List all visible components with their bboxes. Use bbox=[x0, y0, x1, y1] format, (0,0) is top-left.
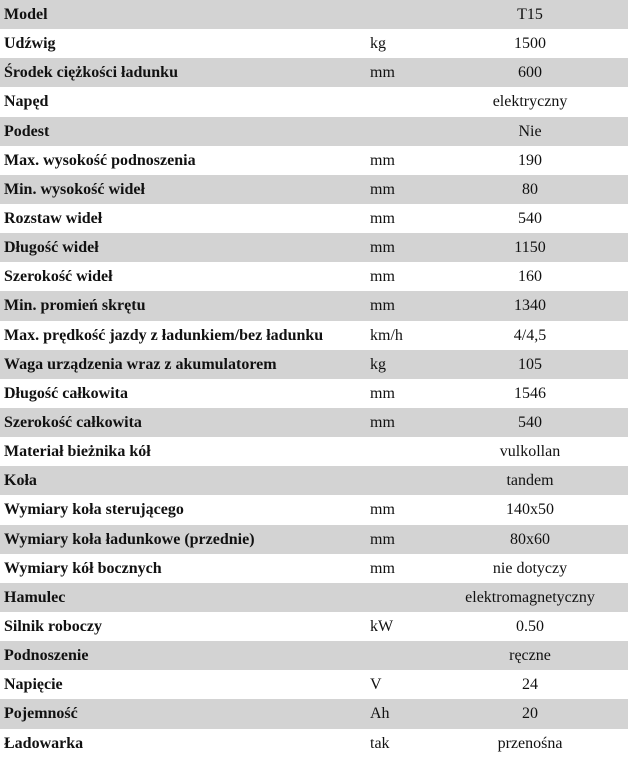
table-row bbox=[0, 175, 628, 204]
unit-label: mm bbox=[370, 384, 395, 402]
param-label: Udźwig bbox=[4, 35, 56, 53]
unit-label: mm bbox=[370, 530, 395, 548]
value-label: 1340 bbox=[514, 297, 546, 315]
table-row bbox=[0, 437, 628, 466]
param-label: Min. promień skrętu bbox=[4, 297, 146, 315]
value-label: T15 bbox=[517, 6, 543, 23]
param-label: Szerokość wideł bbox=[4, 268, 113, 286]
value-label: 24 bbox=[522, 676, 538, 694]
param-label: Podnoszenie bbox=[4, 647, 89, 665]
param-label: Waga urządzenia wraz z akumulatorem bbox=[4, 355, 277, 373]
table-row bbox=[0, 495, 628, 524]
unit-label: mm bbox=[370, 501, 395, 519]
param-label: Podest bbox=[4, 122, 50, 140]
table-row bbox=[0, 321, 628, 350]
table-row bbox=[0, 612, 628, 641]
table-row bbox=[0, 204, 628, 233]
param-label: Napęd bbox=[4, 93, 49, 111]
table-row bbox=[0, 350, 628, 379]
unit-label: mm bbox=[370, 559, 395, 577]
value-label: nie dotyczy bbox=[492, 559, 568, 577]
table-row bbox=[0, 87, 628, 116]
table-row bbox=[0, 117, 628, 146]
value-label: 140x50 bbox=[506, 501, 554, 519]
param-label: Długość wideł bbox=[4, 239, 99, 257]
value-label: 20 bbox=[522, 705, 538, 723]
unit-label: mm bbox=[370, 268, 395, 286]
unit-label: kW bbox=[370, 617, 394, 635]
value-label: elektryczny bbox=[492, 93, 568, 111]
unit-label: tak bbox=[370, 734, 390, 752]
param-label: Ładowarka bbox=[4, 734, 84, 752]
value-label: tandem bbox=[506, 472, 554, 490]
param-label: Rozstaw wideł bbox=[4, 209, 103, 227]
value-label: 540 bbox=[518, 209, 542, 227]
value-label: 0.50 bbox=[516, 617, 544, 635]
param-label: Szerokość całkowita bbox=[4, 413, 142, 431]
unit-label: mm bbox=[370, 64, 395, 82]
unit-label: kg bbox=[370, 355, 386, 373]
table-row bbox=[0, 554, 628, 583]
table-row bbox=[0, 233, 628, 262]
param-label: Min. wysokość wideł bbox=[4, 180, 145, 198]
value-label: 190 bbox=[518, 151, 542, 169]
table-row bbox=[0, 0, 628, 29]
param-label: Wymiary kół bocznych bbox=[4, 559, 162, 577]
unit-label: mm bbox=[370, 413, 395, 431]
param-label: Max. prędkość jazdy z ładunkiem/bez ładunku bbox=[4, 326, 324, 344]
param-label: Max. wysokość podnoszenia bbox=[4, 151, 196, 169]
unit-label: mm bbox=[370, 151, 395, 169]
table-row bbox=[0, 408, 628, 437]
value-label: 1500 bbox=[514, 35, 546, 53]
value-label: 1150 bbox=[514, 239, 546, 257]
param-label: Materiał bieżnika kół bbox=[4, 443, 151, 461]
value-label: 600 bbox=[518, 64, 542, 82]
table-row bbox=[0, 58, 628, 87]
table-row bbox=[0, 291, 628, 320]
param-label: Długość całkowita bbox=[4, 384, 128, 402]
table-row bbox=[0, 583, 628, 612]
param-label: Pojemność bbox=[4, 705, 78, 723]
unit-label: V bbox=[370, 676, 382, 694]
unit-label: mm bbox=[370, 209, 395, 227]
value-label: 105 bbox=[518, 355, 542, 373]
param-label: Koła bbox=[4, 472, 37, 490]
unit-label: kg bbox=[370, 35, 386, 53]
value-label: 1546 bbox=[514, 384, 546, 402]
unit-label: km/h bbox=[370, 326, 403, 344]
unit-label: Ah bbox=[370, 705, 390, 723]
value-label: 80 bbox=[522, 180, 538, 198]
table-row bbox=[0, 699, 628, 728]
param-label: Środek ciężkości ładunku bbox=[4, 64, 178, 82]
value-label: przenośna bbox=[497, 734, 563, 752]
table-row bbox=[0, 729, 628, 758]
unit-label: mm bbox=[370, 239, 395, 257]
table-row bbox=[0, 670, 628, 699]
unit-label: mm bbox=[370, 180, 395, 198]
value-label: 160 bbox=[518, 268, 542, 286]
table-row bbox=[0, 525, 628, 554]
table-row bbox=[0, 146, 628, 175]
param-label: Silnik roboczy bbox=[4, 617, 102, 635]
table-row bbox=[0, 641, 628, 670]
param-label: Napięcie bbox=[4, 676, 63, 694]
param-label: Wymiary koła sterującego bbox=[4, 501, 184, 519]
table-row bbox=[0, 29, 628, 58]
value-label: ręczne bbox=[509, 647, 551, 665]
table-row bbox=[0, 466, 628, 495]
value-label: 80x60 bbox=[510, 530, 550, 548]
value-label: 540 bbox=[518, 413, 542, 431]
unit-label: mm bbox=[370, 297, 395, 315]
table-row bbox=[0, 379, 628, 408]
value-label: elektromagnetyczny bbox=[465, 588, 595, 606]
param-label: Wymiary koła ładunkowe (przednie) bbox=[4, 530, 255, 548]
value-label: vulkollan bbox=[499, 443, 561, 461]
value-label: Nie bbox=[518, 122, 542, 140]
param-label: Hamulec bbox=[4, 588, 66, 606]
table-row bbox=[0, 262, 628, 291]
value-label: 4/4,5 bbox=[513, 326, 547, 344]
param-label: Model bbox=[4, 6, 48, 23]
